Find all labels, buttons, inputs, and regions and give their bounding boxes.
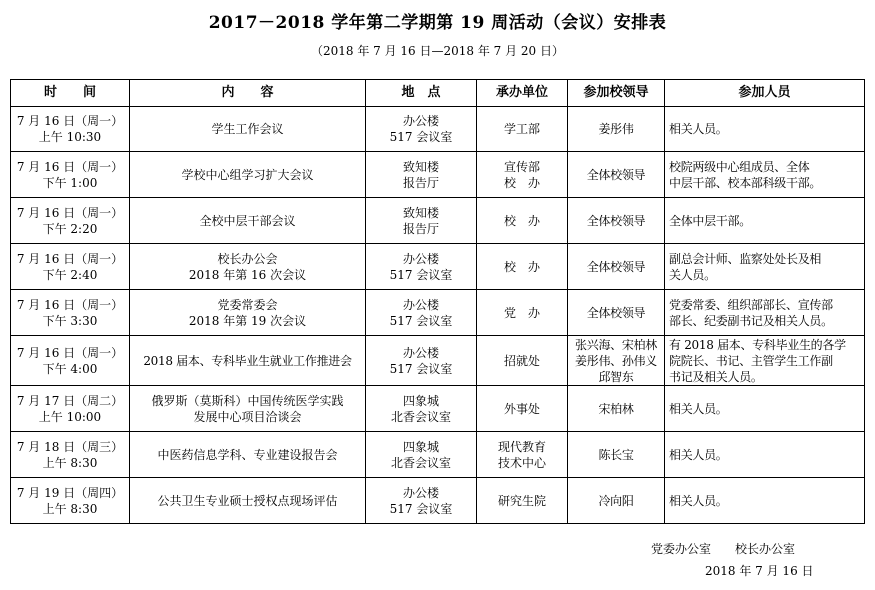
table-row <box>11 152 865 198</box>
leaders-cell <box>568 432 665 478</box>
content-cell <box>130 198 366 244</box>
people-line: 相关人员。 <box>669 447 728 462</box>
place-line: 办公楼 <box>402 297 439 312</box>
leader-line: 全体校领导 <box>586 213 646 228</box>
people-line: 部长、纪委副书记及相关人员。 <box>669 313 833 328</box>
leaders-cell <box>568 198 665 244</box>
table-row <box>11 386 865 432</box>
place-line: 致知楼 <box>402 159 439 174</box>
leaders-cell <box>568 244 665 290</box>
time-text: 下午 1:00 <box>42 175 98 190</box>
leader-line: 全体校领导 <box>586 305 646 320</box>
organizer-cell <box>477 152 568 198</box>
people-line: 院院长、书记、主管学生工作副 <box>669 353 833 368</box>
leaders-cell <box>568 386 665 432</box>
date-text: 7 月 16 日（周一） <box>16 159 124 174</box>
time-cell <box>11 432 130 478</box>
leader-line: 邱智东 <box>598 369 634 384</box>
leader-line: 全体校领导 <box>586 259 646 274</box>
people-line: 有 2018 届本、专科毕业生的各学 <box>669 337 846 352</box>
place-cell <box>366 198 477 244</box>
participants-cell <box>665 290 865 336</box>
time-text: 上午 10:00 <box>38 409 102 424</box>
table-row <box>11 478 865 524</box>
time-text: 上午 8:30 <box>42 455 98 470</box>
place-cell <box>366 152 477 198</box>
content-line: 发展中心项目洽谈会 <box>193 409 302 424</box>
org-line: 外事处 <box>503 401 540 416</box>
content-cell <box>130 244 366 290</box>
place-line: 北香会议室 <box>390 455 451 470</box>
leader-line: 冷向阳 <box>598 493 634 508</box>
leader-line: 陈长宝 <box>598 447 634 462</box>
people-line: 相关人员。 <box>669 493 728 508</box>
place-cell <box>366 336 477 386</box>
people-line: 关人员。 <box>669 267 716 282</box>
time-cell <box>11 386 130 432</box>
table-row <box>11 336 865 386</box>
place-cell <box>366 290 477 336</box>
participants-cell <box>665 198 865 244</box>
leaders-cell <box>568 107 665 152</box>
date-text: 7 月 17 日（周二） <box>16 393 124 408</box>
org-line: 现代教育 <box>497 439 546 454</box>
people-line: 党委常委、组织部部长、宣传部 <box>669 297 833 312</box>
content-cell <box>130 107 366 152</box>
organizer-cell <box>477 290 568 336</box>
place-line: 517 会议室 <box>389 501 453 516</box>
time-cell <box>11 107 130 152</box>
place-line: 报告厅 <box>402 175 439 190</box>
time-text: 上午 8:30 <box>42 501 98 516</box>
people-line: 全体中层干部。 <box>669 213 751 228</box>
issuer-signature: 党委办公室 校长办公室 <box>651 542 796 556</box>
place-line: 办公楼 <box>402 114 439 128</box>
header-content: 内 容 <box>130 80 366 107</box>
date-text: 7 月 16 日（周一） <box>16 114 124 128</box>
people-line: 副总会计师、监察处处长及相 <box>669 251 822 266</box>
document-title: 2017－2018 学年第二学期第 19 周活动（会议）安排表 <box>208 13 667 33</box>
place-line: 致知楼 <box>402 205 439 220</box>
content-line: 俄罗斯（莫斯科）中国传统医学实践 <box>151 393 344 408</box>
header-time: 时 间 <box>11 80 130 107</box>
organizer-cell <box>477 107 568 152</box>
organizer-cell <box>477 386 568 432</box>
time-cell <box>11 152 130 198</box>
content-line: 公共卫生专业硕士授权点现场评估 <box>157 493 338 508</box>
time-text: 下午 2:20 <box>42 221 98 236</box>
time-cell <box>11 336 130 386</box>
people-line: 校院两级中心组成员、全体 <box>669 159 810 174</box>
content-line: 2018 年第 16 次会议 <box>188 267 307 282</box>
leader-line: 宋柏林 <box>598 401 634 416</box>
org-line: 党 办 <box>503 305 540 320</box>
date-range-subtitle: （2018 年 7 月 16 日—2018 年 7 月 20 日） <box>310 44 565 58</box>
time-text: 下午 2:40 <box>42 267 98 282</box>
time-cell <box>11 244 130 290</box>
participants-cell <box>665 107 865 152</box>
place-line: 办公楼 <box>402 345 439 360</box>
time-text: 上午 10:30 <box>38 130 102 144</box>
issue-date: 2018 年 7 月 16 日 <box>705 564 814 578</box>
leaders-cell <box>568 152 665 198</box>
header-leaders: 参加校领导 <box>568 80 665 107</box>
place-line: 北香会议室 <box>390 409 451 424</box>
place-cell <box>366 107 477 152</box>
table-row <box>11 244 865 290</box>
header-participants: 参加人员 <box>665 80 865 107</box>
leaders-cell <box>568 290 665 336</box>
date-text: 7 月 16 日（周一） <box>16 345 124 360</box>
table-row <box>11 107 865 152</box>
org-line: 学工部 <box>503 122 540 136</box>
organizer-cell <box>477 198 568 244</box>
org-line: 校 办 <box>503 259 540 274</box>
time-text: 下午 3:30 <box>42 313 98 328</box>
leader-line: 张兴海、宋柏林 <box>575 337 657 352</box>
leader-line: 姜彤伟、孙伟义 <box>575 353 657 368</box>
participants-cell <box>665 336 865 386</box>
content-line: 党委常委会 <box>217 297 278 312</box>
leaders-cell <box>568 478 665 524</box>
people-line: 中层干部、校本部科级干部。 <box>669 175 822 190</box>
date-text: 7 月 16 日（周一） <box>16 205 124 220</box>
place-line: 四象城 <box>402 439 439 454</box>
content-line: 2018 届本、专科毕业生就业工作推进会 <box>143 353 352 368</box>
leader-line: 姜彤伟 <box>598 122 634 136</box>
table-row <box>11 432 865 478</box>
date-text: 7 月 16 日（周一） <box>16 297 124 312</box>
content-line: 全校中层干部会议 <box>199 213 296 228</box>
schedule-table <box>10 79 865 524</box>
time-cell <box>11 198 130 244</box>
participants-cell <box>665 478 865 524</box>
participants-cell <box>665 244 865 290</box>
organizer-cell <box>477 478 568 524</box>
time-text: 下午 4:00 <box>42 361 98 376</box>
place-cell <box>366 432 477 478</box>
place-line: 517 会议室 <box>389 361 453 376</box>
participants-cell <box>665 152 865 198</box>
org-line: 校 办 <box>503 213 540 228</box>
content-line: 中医药信息学科、专业建设报告会 <box>157 447 338 462</box>
organizer-cell <box>477 336 568 386</box>
date-text: 7 月 16 日（周一） <box>16 251 124 266</box>
content-line: 学生工作会议 <box>211 122 284 136</box>
org-line: 校 办 <box>503 175 540 190</box>
org-line: 研究生院 <box>497 493 546 508</box>
leaders-cell <box>568 336 665 386</box>
people-line: 相关人员。 <box>669 122 728 136</box>
participants-cell <box>665 432 865 478</box>
participants-cell <box>665 386 865 432</box>
content-line: 2018 年第 19 次会议 <box>188 313 307 328</box>
content-line: 校长办公会 <box>217 251 278 266</box>
people-line: 书记及相关人员。 <box>669 369 763 384</box>
organizer-cell <box>477 244 568 290</box>
header-place: 地 点 <box>366 80 477 107</box>
place-line: 四象城 <box>402 393 439 408</box>
org-line: 宣传部 <box>503 159 540 174</box>
people-line: 相关人员。 <box>669 401 728 416</box>
time-cell <box>11 478 130 524</box>
content-line: 学校中心组学习扩大会议 <box>181 167 314 182</box>
date-text: 7 月 19 日（周四） <box>16 485 124 500</box>
place-line: 517 会议室 <box>389 267 453 282</box>
place-cell <box>366 386 477 432</box>
place-line: 办公楼 <box>402 251 439 266</box>
table-row <box>11 290 865 336</box>
content-cell <box>130 478 366 524</box>
time-cell <box>11 290 130 336</box>
content-cell <box>130 290 366 336</box>
organizer-cell <box>477 432 568 478</box>
place-line: 517 会议室 <box>389 130 453 144</box>
content-cell <box>130 336 366 386</box>
table-header-row <box>11 80 865 107</box>
place-line: 517 会议室 <box>389 313 453 328</box>
table-row <box>11 198 865 244</box>
place-line: 报告厅 <box>402 221 439 236</box>
place-cell <box>366 478 477 524</box>
content-cell <box>130 432 366 478</box>
org-line: 技术中心 <box>497 455 546 470</box>
leader-line: 全体校领导 <box>586 167 646 182</box>
org-line: 招就处 <box>503 353 540 368</box>
content-cell <box>130 386 366 432</box>
content-cell <box>130 152 366 198</box>
place-line: 办公楼 <box>402 485 439 500</box>
place-cell <box>366 244 477 290</box>
header-organizer: 承办单位 <box>477 80 568 107</box>
date-text: 7 月 18 日（周三） <box>16 439 124 454</box>
